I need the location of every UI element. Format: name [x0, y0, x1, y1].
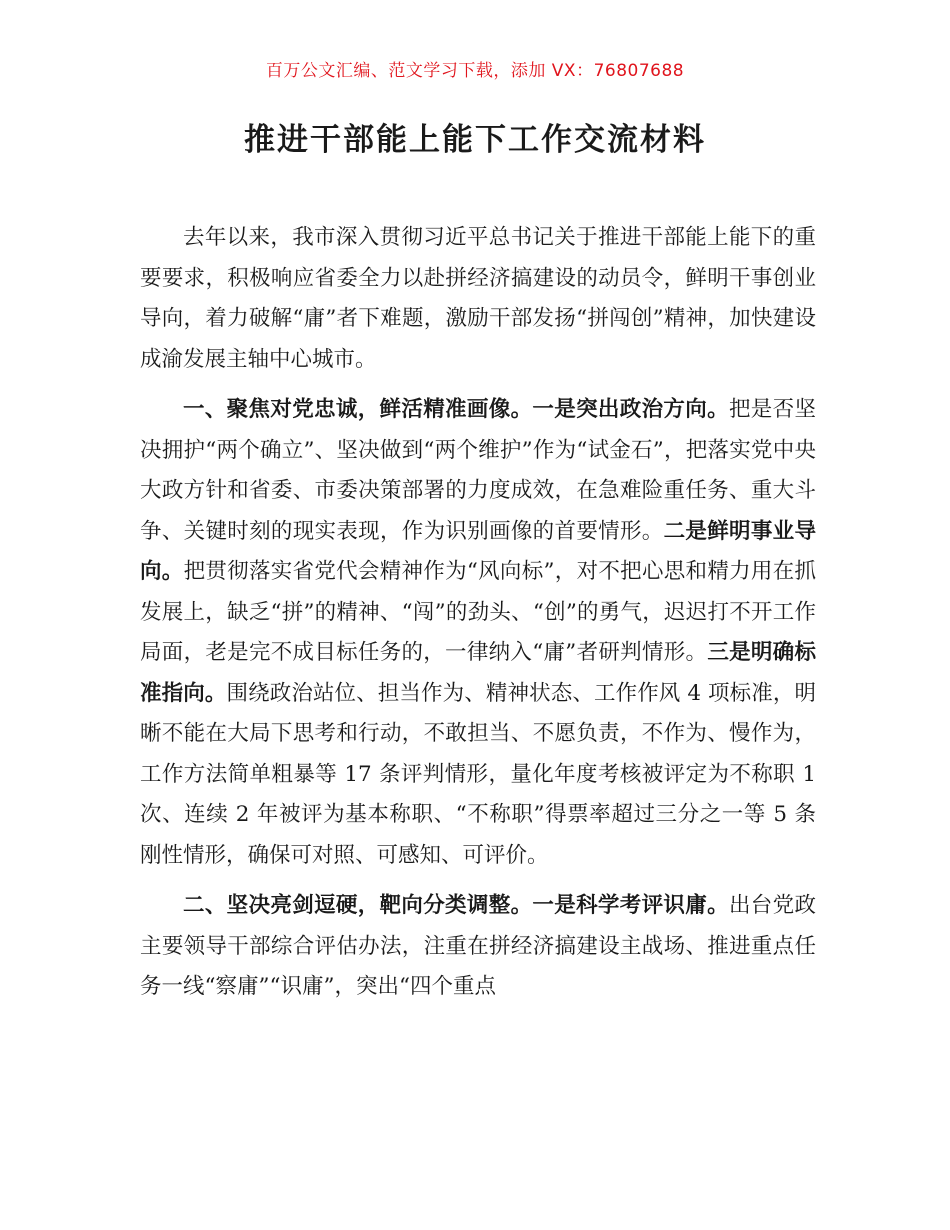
- document-title: 推进干部能上能下工作交流材料: [244, 122, 706, 158]
- section-1-point-1-lead: 一是突出政治方向。: [532, 397, 729, 422]
- section-1-point-2-lead: 二是鲜明事业导向。: [140, 518, 816, 584]
- document-body: [140, 218, 816, 1008]
- section-2-heading: 二、坚决亮剑逗硬，靶向分类调整。: [183, 893, 533, 918]
- section-1-heading: 一、聚焦对党忠诚，鲜活精准画像。: [183, 397, 533, 422]
- section-1-point-1-text: 把是否坚决拥护“两个确立”、坚决做到“两个维护”作为“试金石”，把落实党中央大政方针和省委、市委决策部署的力度成效，在急难险重任务、重大斗争、关键时刻的现实表现，作为识别画像的首要情形。: [140, 397, 816, 544]
- section-1-point-2-text: 把贯彻落实省党代会精神作为“风向标”，对不把心思和精力用在抓发展上，缺乏“拼”的精神、“闯”的劲头、“创”的勇气，迟迟打不开工作局面，老是完不成目标任务的，一律纳入“庸”者研判情形。: [140, 559, 816, 665]
- section-2-paragraph: [140, 886, 816, 1008]
- intro-paragraph: 去年以来，我市深入贯彻习近平总书记关于推进干部能上能下的重要要求，积极响应省委全力以赴拼经济搞建设的动员令，鲜明干事创业导向，着力破解“庸”者下难题，激励干部发扬“拼闯创”精神，加快建设成渝发展主轴中心城市。: [140, 225, 816, 372]
- header-watermark-note: 百万公文汇编、范文学习下载，添加 VX：76807688: [265, 61, 685, 81]
- section-1-point-3-text: 围绕政治站位、担当作为、精神状态、工作作风 4 项标准，明晰不能在大局下思考和行动，不敢担当、不愿负责，不作为、慢作为，工作方法简单粗暴等 17 条评判情形，量化年度考核被评定为不称职 1 次、连续 2 年被评为基本称职、“不称职”得票率超过三分之一等 5 条刚性情形，确保可对照、可感知、可评价。: [140, 680, 816, 868]
- section-1-point-3-lead: 三是明确标准指向。: [140, 640, 816, 706]
- section-1-paragraph: [140, 390, 816, 876]
- section-2-point-1-text: 出台党政主要领导干部综合评估办法，注重在拼经济搞建设主战场、推进重点任务一线“察庸”“识庸”，突出“四个重点: [140, 893, 816, 999]
- section-2-point-1-lead: 一是科学考评识庸。: [532, 893, 729, 918]
